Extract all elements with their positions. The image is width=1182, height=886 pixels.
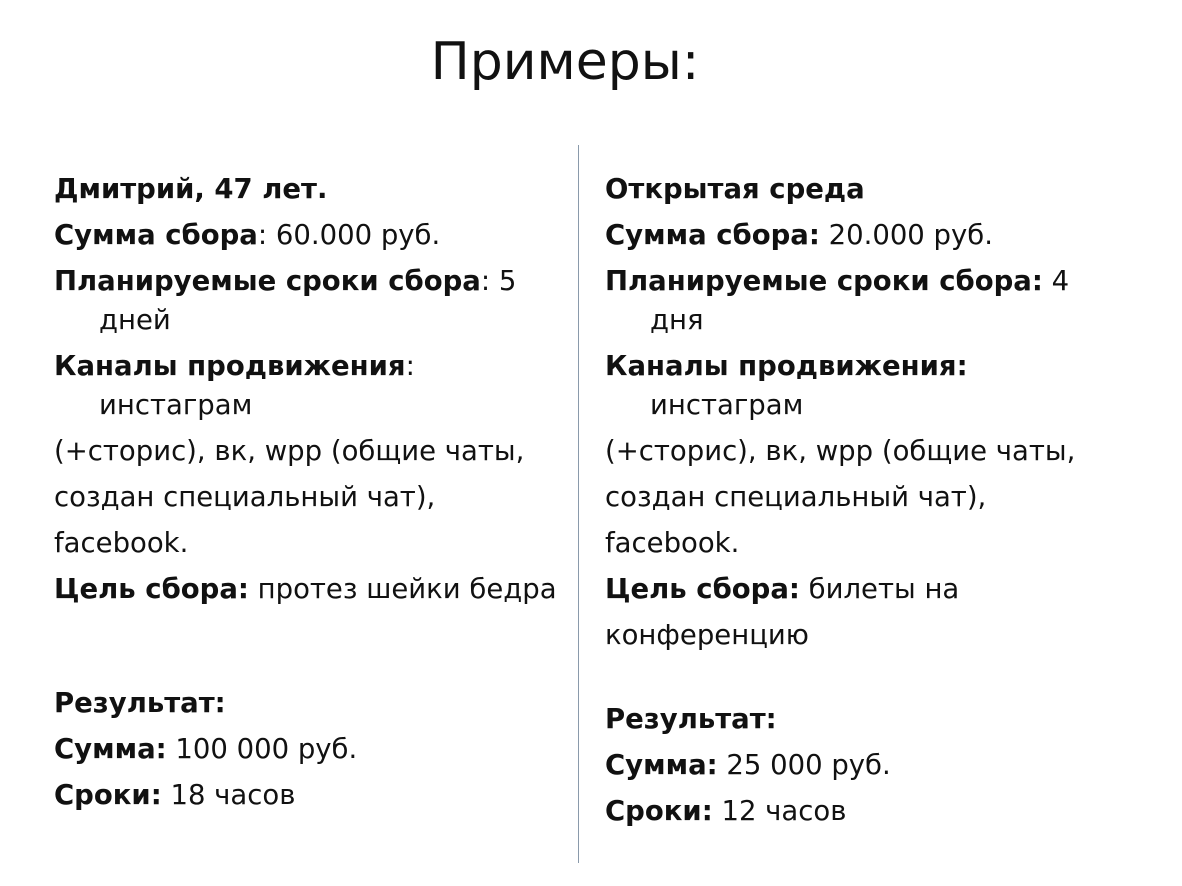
- left-channels-label: Каналы продвижения: [54, 350, 406, 382]
- right-result-sum-row: [605, 746, 1150, 785]
- left-term-label: Планируемые сроки сбора: [54, 265, 481, 297]
- right-heading: Открытая среда: [605, 173, 865, 205]
- right-channels-cont: инстаграм: [650, 389, 804, 421]
- right-spacer: [605, 655, 1150, 693]
- left-heading: Дмитрий, 47 лет.: [54, 173, 328, 205]
- left-channels-cont: инстаграм: [99, 389, 253, 421]
- right-column: [605, 170, 1150, 831]
- left-channels-line1: (+сторис), вк, wpp (общие чаты,: [54, 435, 525, 467]
- left-spacer: [54, 609, 574, 677]
- left-result-sum-label: Сумма:: [54, 733, 167, 765]
- left-column: [54, 170, 574, 815]
- left-channels-line3: facebook.: [54, 527, 189, 559]
- right-term-value-cont: дня: [650, 304, 704, 336]
- left-result-time-value: 18 часов: [161, 779, 296, 811]
- right-goal-row: [605, 570, 1150, 609]
- right-sum-row: [605, 216, 1150, 255]
- right-channels-line3: facebook.: [605, 527, 740, 559]
- right-channels-line2: создан специальный чат),: [605, 481, 987, 513]
- left-result-time-row: [54, 776, 574, 815]
- left-channels-line2: создан специальный чат),: [54, 481, 436, 513]
- left-sum-row: [54, 216, 574, 255]
- right-goal-value: билеты на: [799, 573, 960, 605]
- right-goal-label: Цель сбора:: [605, 573, 800, 605]
- left-channels-row: [54, 347, 574, 425]
- right-result-sum-label: Сумма:: [605, 749, 718, 781]
- right-term-value: 4: [1042, 265, 1070, 297]
- left-result-sum-value: 100 000 руб.: [166, 733, 358, 765]
- left-sum-label: Сумма сбора: [54, 219, 258, 251]
- left-goal-label: Цель сбора:: [54, 573, 249, 605]
- right-result-sum-value: 25 000 руб.: [717, 749, 891, 781]
- left-result-label: Результат:: [54, 687, 226, 719]
- right-term-row: [605, 262, 1150, 340]
- right-result-time-label: Сроки:: [605, 795, 713, 827]
- right-goal-value-line2: конференцию: [605, 619, 809, 651]
- right-channels-label: Каналы продвижения:: [605, 350, 968, 382]
- right-result-time-value: 12 часов: [712, 795, 847, 827]
- slide-title: Примеры:: [430, 32, 700, 92]
- left-goal-row: [54, 570, 574, 609]
- left-result-sum-row: [54, 730, 574, 769]
- right-result-label: Результат:: [605, 703, 777, 735]
- right-channels-row: [605, 347, 1150, 425]
- right-sum-label: Сумма сбора:: [605, 219, 820, 251]
- right-channels-line1: (+сторис), вк, wpp (общие чаты,: [605, 435, 1076, 467]
- right-term-label: Планируемые сроки сбора:: [605, 265, 1043, 297]
- left-term-value: : 5: [480, 265, 517, 297]
- left-channels-colon: :: [405, 350, 415, 382]
- right-result-time-row: [605, 792, 1150, 831]
- left-term-value-cont: дней: [99, 304, 171, 336]
- left-result-time-label: Сроки:: [54, 779, 162, 811]
- left-goal-value: протез шейки бедра: [248, 573, 557, 605]
- column-divider: [578, 145, 579, 863]
- left-sum-value: : 60.000 руб.: [257, 219, 441, 251]
- left-term-row: [54, 262, 574, 340]
- right-sum-value: 20.000 руб.: [819, 219, 993, 251]
